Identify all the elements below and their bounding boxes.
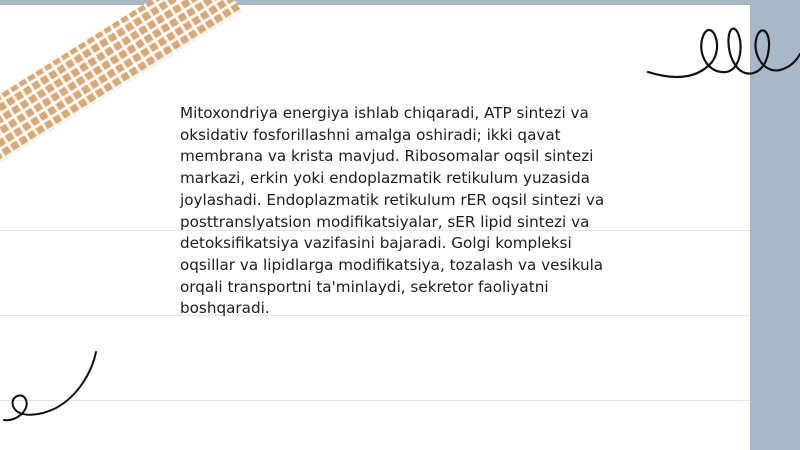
loop-scribble-icon bbox=[640, 10, 800, 90]
curl-scribble-icon bbox=[0, 348, 100, 428]
ruled-line bbox=[0, 400, 750, 401]
note-paragraph: Mitoxondriya energiya ishlab chiqaradi, ATP sintezi va oksidativ fosforillashni amalga oshiradi; ikki qavat membrana va krista mavjud. Ribosomalar oqsil sintezi markazi, erkin yoki endoplazmatik retikulum yuzasida joylashadi. Endoplazmatik retikulum rER oqsil sintezi va posttranslyatsion modifikatsiyalar, sER lipid sintezi va detoksifikatsiya vazifasini bajaradi. Golgi kompleksi oqsillar va lipidlarga modifikatsiya, tozalash va vesikula orqali transportni ta'minlaydi, sekretor faoliyatni boshqaradi. bbox=[180, 104, 605, 318]
